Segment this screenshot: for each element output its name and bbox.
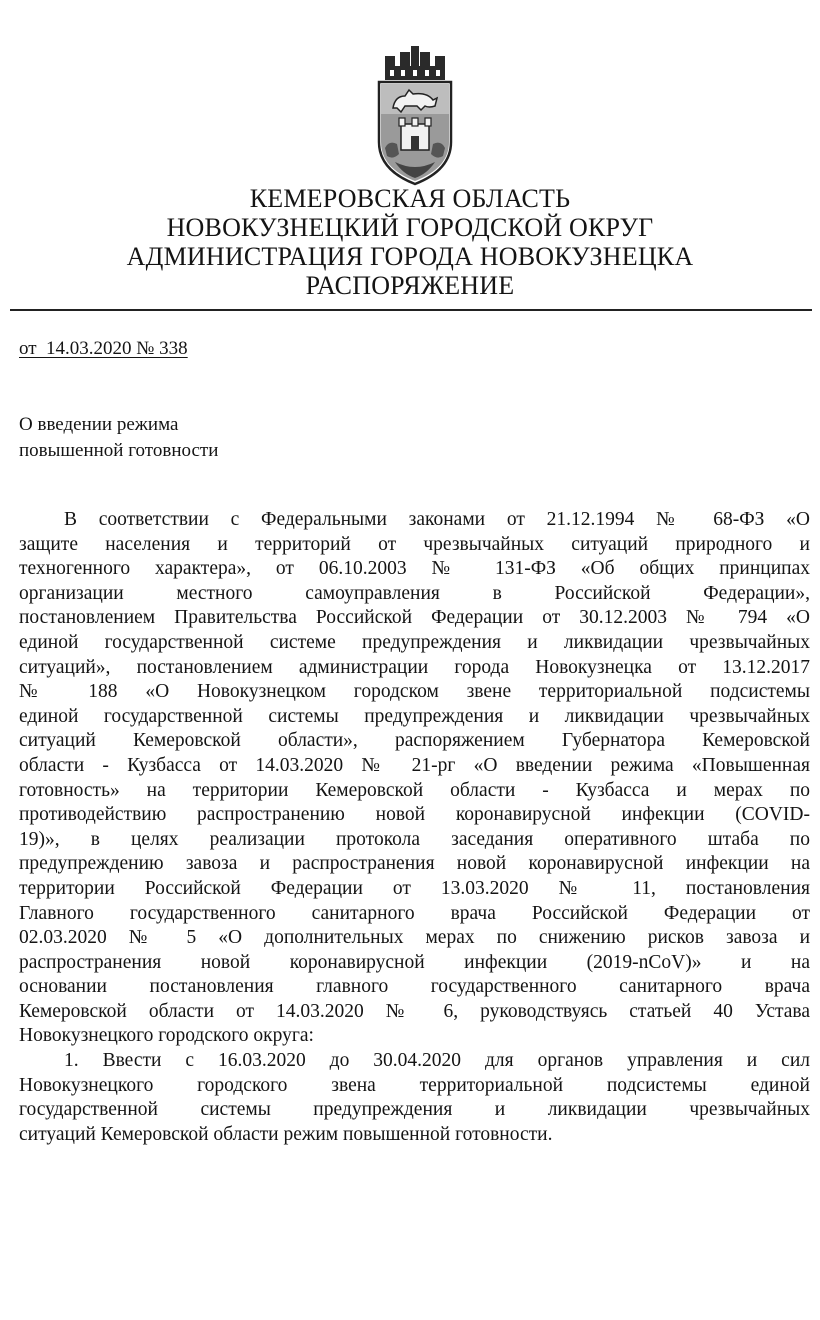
body-line: основании постановления главного государственного санитарного врача <box>19 976 810 998</box>
body-line: территории Российской Федерации от 13.03.2020 № 11, постановления <box>19 877 810 899</box>
body-line: 19)», в целях реализации протокола заседания оперативного штаба по <box>19 828 810 850</box>
body-line: № 188 «О Новокузнецком городском звене территориальной подсистемы <box>19 681 810 703</box>
subject-line-1: О введении режима <box>19 414 179 435</box>
body-line: Новокузнецкого городского округа: <box>19 1025 314 1047</box>
clause-line: ситуаций Кемеровской области режим повышенной готовности. <box>19 1123 553 1145</box>
body-line: единой государственной системе предупреждения и ликвидации чрезвычайных <box>19 631 810 653</box>
document-subject <box>19 412 218 464</box>
clause-line: государственной системы предупреждения и ликвидации чрезвычайных <box>19 1099 810 1121</box>
body-line: единой государственной системы предупреждения и ликвидации чрезвычайных <box>19 705 810 727</box>
clause-line: 1. Ввести с 16.03.2020 до 30.04.2020 для органов управления и сил <box>64 1050 810 1072</box>
document-date-number: от 14.03.2020 № 338 <box>19 338 188 359</box>
document-header <box>0 184 820 300</box>
administration-title: АДМИНИСТРАЦИЯ ГОРОДА НОВОКУЗНЕЦКА <box>126 242 694 271</box>
body-line: защите населения и территорий от чрезвычайных ситуаций природного и <box>19 533 810 555</box>
header-divider <box>10 309 812 311</box>
body-line: организации местного самоуправления в Российской Федерации», <box>19 582 810 604</box>
body-line: ситуаций», постановлением администрации города Новокузнецка от 13.12.2017 <box>19 656 810 678</box>
body-line: Главного государственного санитарного врача Российской Федерации от <box>19 902 810 924</box>
body-line: Кемеровской области от 14.03.2020 № 6, руководствуясь статьей 40 Устава <box>19 1000 810 1022</box>
body-line: распространения новой коронавирусной инфекции (2019-nCoV)» и на <box>19 951 810 973</box>
body-line: 02.03.2020 № 5 «О дополнительных мерах по снижению рисков завоза и <box>19 927 810 949</box>
body-line: В соответствии с Федеральными законами от 21.12.1994 № 68-ФЗ «О <box>64 509 810 530</box>
body-line: ситуаций Кемеровской области», распоряжением Губернатора Кемеровской <box>19 730 810 752</box>
body-line: противодействию распространению новой коронавирусной инфекции (COVID- <box>19 804 810 826</box>
body-line: области - Кузбасса от 14.03.2020 № 21-рг «О введении режима «Повышенная <box>19 754 810 776</box>
document-body <box>19 508 810 1147</box>
clause-line: Новокузнецкого городского звена территориальной подсистемы единой <box>19 1074 810 1096</box>
body-line: техногенного характера», от 06.10.2003 № 131-ФЗ «Об общих принципах <box>19 558 810 580</box>
region-title: КЕМЕРОВСКАЯ ОБЛАСТЬ <box>249 184 571 213</box>
body-line: готовность» на территории Кемеровской области - Кузбасса и мерах по <box>19 779 810 801</box>
document-type-title: РАСПОРЯЖЕНИЕ <box>305 271 515 300</box>
district-title: НОВОКУЗНЕЦКИЙ ГОРОДСКОЙ ОКРУГ <box>166 213 654 242</box>
coat-of-arms-icon <box>371 44 459 192</box>
subject-line-2: повышенной готовности <box>19 440 219 461</box>
body-line: предупреждению завоза и распространения новой коронавирусной инфекции на <box>19 853 810 875</box>
body-line: постановлением Правительства Российской Федерации от 30.12.2003 № 794 «О <box>19 607 810 629</box>
